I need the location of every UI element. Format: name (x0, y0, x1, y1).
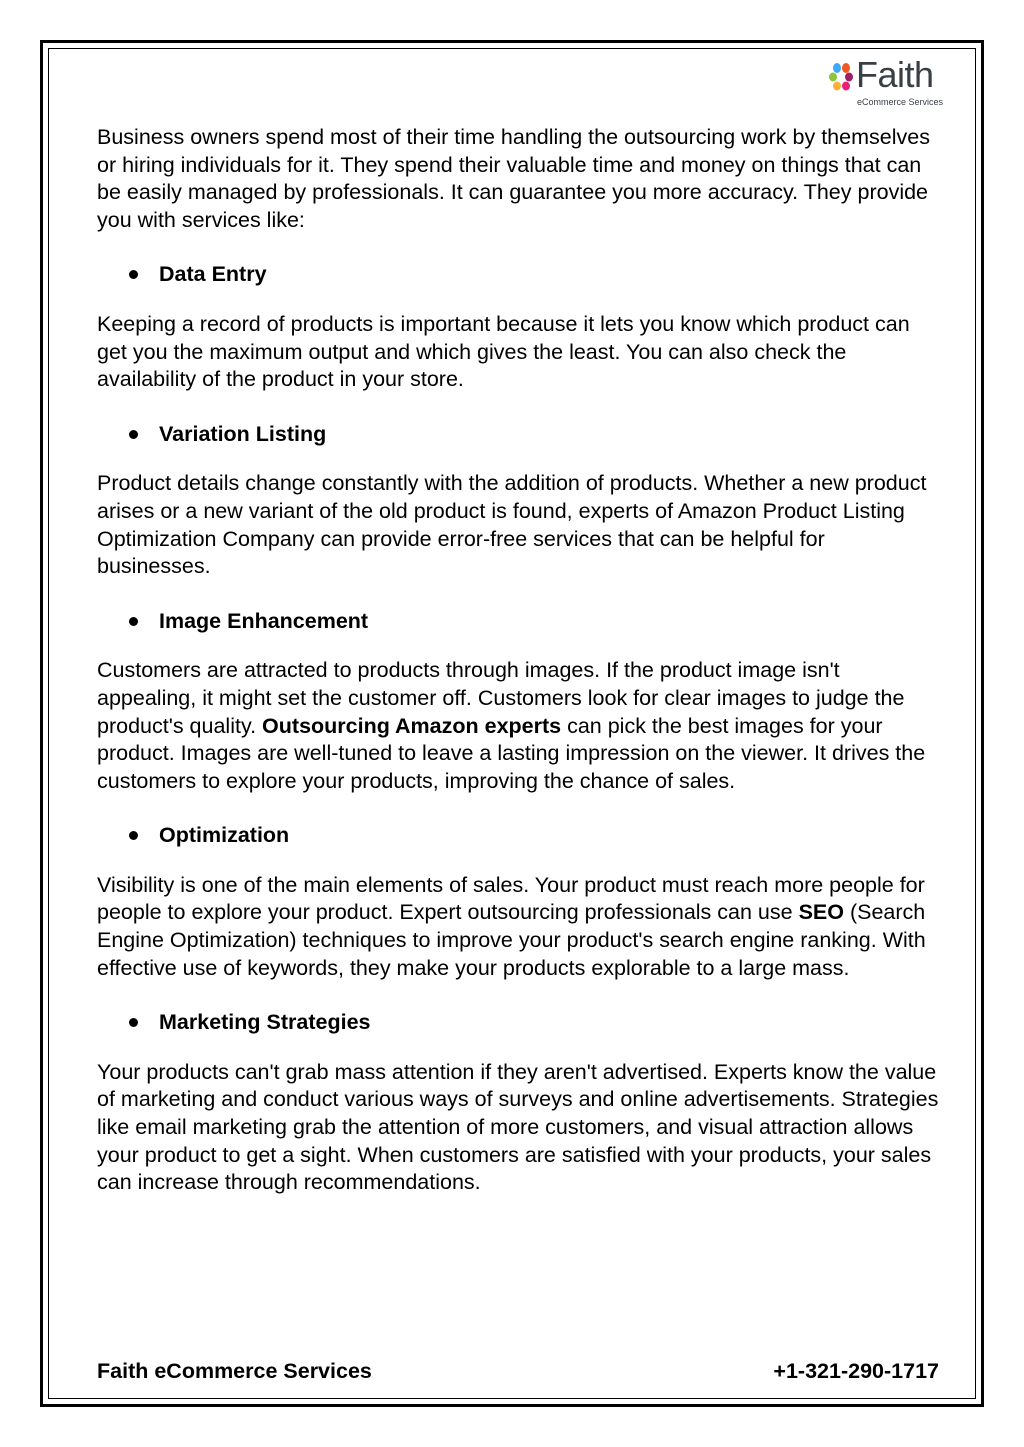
section-paragraph-marketing-strategies: Your products can't grab mass attention if they aren't advertised. Experts know the value of marketing and conduct various ways of surveys and online advertisements. Strategies like email marketing grab the attention of more customers, and visual attraction allows your product to get a sight. When customers are satisfied with your products, your sales can increase through recommendations. (97, 1059, 939, 1195)
bullet-icon (129, 270, 138, 279)
bullet-icon (129, 617, 138, 626)
bullet-icon (129, 430, 138, 439)
section-paragraph-data-entry: Keeping a record of products is important because it lets you know which product can get you the maximum output and which gives the least. You can also check the availability of the product in your store. (97, 311, 910, 392)
section-heading-text: Optimization (159, 823, 290, 848)
bullet-icon (129, 1018, 138, 1027)
logo-tagline: eCommerce Services (857, 97, 944, 107)
section-paragraph-image-enhancement (97, 657, 942, 795)
paragraph-text: (Search Engine Optimization) techniques to improve your product's search engine ranking. With effective use of keywords, they make your products explorable to a large mass. (97, 900, 926, 980)
section-heading-text: Image Enhancement (159, 608, 369, 633)
paragraph-text: Visibility is one of the main elements of sales. Your product must reach more people for people to explore your product. Expert outsourcing professionals can use (97, 872, 925, 925)
page-footer (97, 1357, 939, 1385)
section-heading-text: Data Entry (159, 262, 267, 287)
section-paragraph-variation-listing: Product details change constantly with the addition of products. Whether a new product arises or a new variant of the old product is found, experts of Amazon Product Listing Optimization Company can provide error-free services that can be helpful for businesses. (97, 471, 927, 579)
faith-logo (828, 54, 958, 108)
bullet-icon (129, 831, 138, 840)
section-heading-image-enhancement (97, 608, 942, 636)
section-heading-text: Variation Listing (159, 421, 327, 446)
section-paragraph-optimization (97, 872, 942, 982)
document-body (97, 124, 942, 1197)
footer-company: Faith eCommerce Services (97, 1359, 372, 1383)
logo-wordmark: Faith (856, 54, 934, 95)
section-heading-marketing-strategies (97, 1009, 942, 1037)
section-heading-optimization (97, 822, 942, 850)
paragraph-bold-text: Outsourcing Amazon experts (262, 713, 562, 738)
section-heading-data-entry (97, 261, 942, 289)
section-heading-text: Marketing Strategies (159, 1010, 371, 1035)
flower-logo-icon (828, 62, 856, 92)
paragraph-text: can pick the best images for your product. Images are well-tuned to leave a lasting impression on the viewer. It drives the customers to explore your products, improving the chance of sales. (97, 713, 926, 793)
paragraph-bold-text: SEO (798, 900, 844, 925)
intro-paragraph: Business owners spend most of their time handling the outsourcing work by themselves or hiring individuals for it. They spend their valuable time and money on things that can be easily managed by professionals. It can guarantee you more accuracy. They provide you with services like: (97, 125, 930, 232)
footer-phone: +1-321-290-1717 (773, 1359, 939, 1383)
section-heading-variation-listing (97, 421, 942, 449)
paragraph-text: Customers are attracted to products through images. If the product image isn't appealing, it might set the customer off. Customers look for clear images to judge the product's quality. (97, 658, 905, 738)
